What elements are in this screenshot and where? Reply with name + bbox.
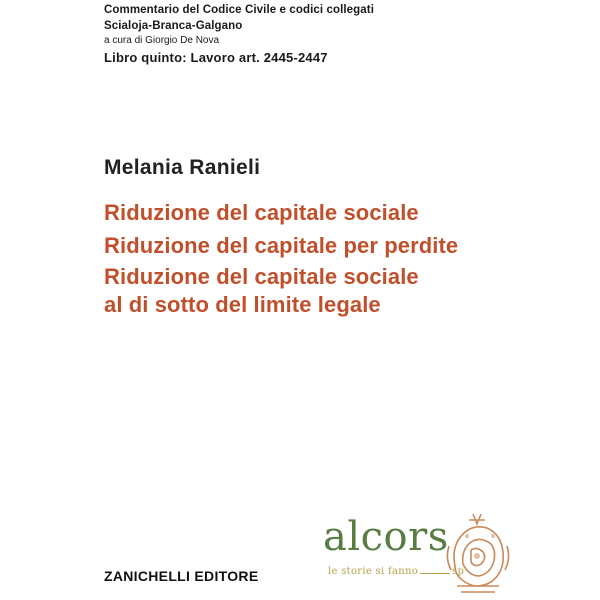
watermark-logo bbox=[323, 506, 513, 596]
volume-title: Libro quinto: Lavoro art. 2445-2447 bbox=[104, 50, 328, 65]
series-header bbox=[104, 2, 374, 48]
series-title: Commentario del Codice Civile e codici collegati bbox=[104, 4, 375, 16]
series-editor: a cura di Giorgio De Nova bbox=[104, 35, 220, 46]
title-line: Riduzione del capitale per perdite bbox=[104, 233, 459, 258]
title-line: Riduzione del capitale sociale bbox=[104, 264, 419, 289]
series-authors: Scialoja-Branca-Galgano bbox=[104, 20, 243, 32]
title-line: al di sotto del limite legale bbox=[104, 292, 381, 317]
seal-icon bbox=[443, 506, 513, 596]
tagline-start: le storie si fanno bbox=[328, 566, 419, 577]
author-name: Melania Ranieli bbox=[104, 156, 261, 179]
tagline-end: sp bbox=[452, 566, 465, 577]
publisher-name: ZANICHELLI EDITORE bbox=[104, 568, 259, 584]
title-line: Riduzione del capitale sociale bbox=[104, 200, 419, 225]
watermark-brand: alcors bbox=[323, 514, 449, 560]
book-titles bbox=[104, 196, 458, 318]
